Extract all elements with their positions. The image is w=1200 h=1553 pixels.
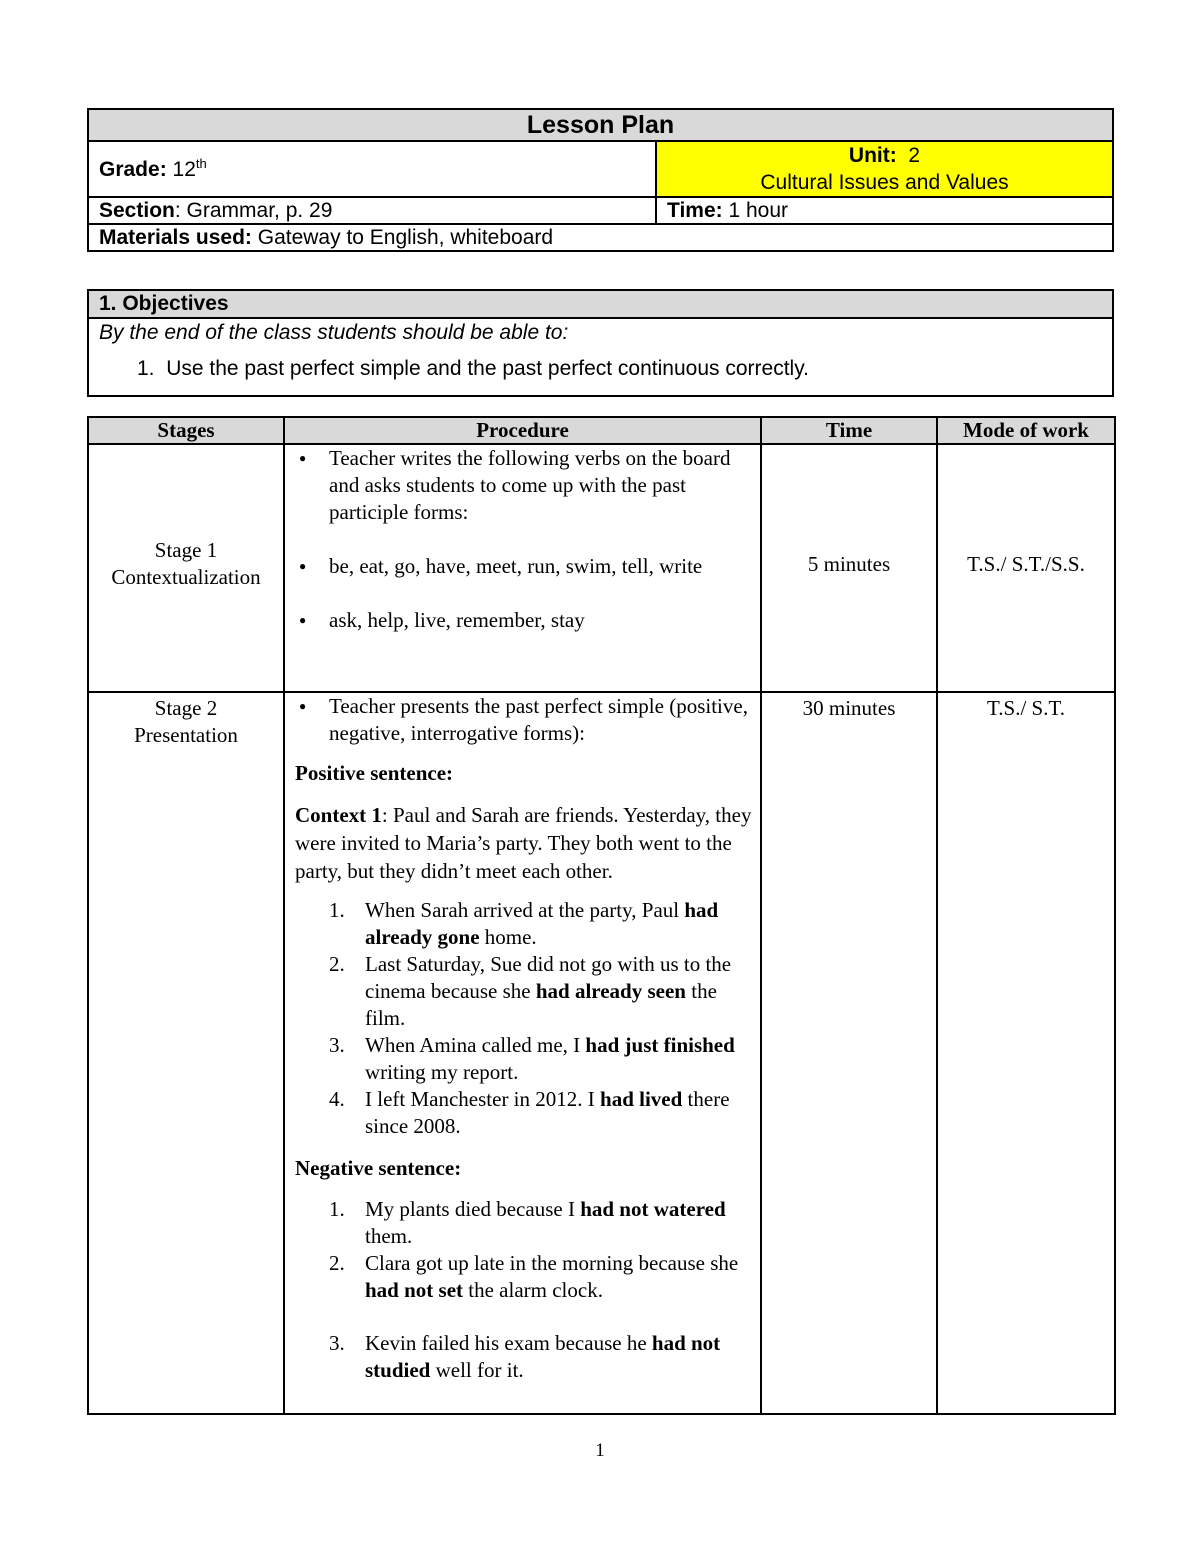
stage2-time: 30 minutes [761,692,937,1414]
lesson-header-table [87,108,1114,252]
unit-cell [656,141,1113,197]
positive-heading: Positive sentence: [295,761,454,785]
list-item: 3. Kevin failed his exam because he had not studied well for it. [329,1331,721,1382]
list-item: 2. Clara got up late in the morning because she had not set the alarm clock. [329,1251,739,1302]
context-paragraph [295,801,752,885]
stage1-procedure-cell [284,444,761,692]
list-item: 2. Last Saturday, Sue did not go with us to the cinema because she had already seen the film. [329,952,732,1030]
section-value: : Grammar, p. 29 [174,198,333,222]
stage2-name-cell: Stage 2 Presentation [88,692,284,1414]
header-mode: Mode of work [937,417,1115,444]
time-cell [656,197,1113,224]
objectives-heading: 1. Objectives [88,290,1113,318]
positive-list [295,897,752,1140]
stage1-verbs-1: ● be, eat, go, have, meet, run, swim, tell, write [295,553,752,580]
unit-title: Cultural Issues and Values [760,171,1009,194]
section-label: Section [99,198,175,222]
negative-list [295,1196,752,1384]
stage1-time: 5 minutes [761,444,937,692]
context-text: : Paul and Sarah are friends. Yesterday, they were invited to Maria’s party. They both went to the party, but they didn’t meet each other. [295,803,752,883]
unit-label: Unit: [848,144,897,167]
materials-cell [88,224,1113,251]
stages-table [87,416,1116,1415]
list-item: 3. When Amina called me, I had just finished writing my report. [329,1033,735,1084]
stage2-mode: T.S./ S.T. [937,692,1115,1414]
stage1-mode: T.S./ S.T./S.S. [937,444,1115,692]
page-number: 1 [595,1440,605,1461]
stage1-row [88,444,1115,692]
stage1-verbs-2: ● ask, help, live, remember, stay [295,607,752,634]
grade-suffix: th [195,156,207,171]
header-procedure: Procedure [284,417,761,444]
stage1-name-cell: Stage 1 Contextualization [88,444,284,692]
header-stages: Stages [88,417,284,444]
lesson-plan-title: Lesson Plan [88,109,1113,141]
stage1-intro: ● Teacher writes the following verbs on the board and asks students to come up with the past participle forms: [295,445,752,526]
time-value: 1 hour [728,198,789,222]
materials-value: Gateway to English, whiteboard [257,225,554,249]
unit-value: 2 [908,144,921,167]
stage2-intro: ● Teacher presents the past perfect simple (positive, negative, interrogative forms): [295,693,752,747]
time-label: Time: [667,198,723,222]
stage2-procedure-cell [284,692,761,1414]
section-cell [88,197,656,224]
grade-label: Grade: [99,158,167,181]
list-item: 1. My plants died because I had not watered them. [329,1197,726,1248]
context-label: Context 1 [295,803,382,827]
grade-cell [88,141,656,197]
objectives-lead: By the end of the class students should be able to: [99,321,569,344]
materials-label: Materials used: [99,225,252,249]
grade-value: 12 [172,158,196,181]
objectives-table [87,289,1114,397]
negative-heading: Negative sentence: [295,1156,462,1180]
objectives-body [88,318,1113,396]
list-item: 1. When Sarah arrived at the party, Paul had already gone home. [329,898,719,949]
list-item: 4. I left Manchester in 2012. I had lived there since 2008. [329,1087,730,1138]
header-time: Time [761,417,937,444]
objective-item: 1. Use the past perfect simple and the past perfect continuous correctly. [137,357,809,380]
stage2-row [88,692,1115,1414]
